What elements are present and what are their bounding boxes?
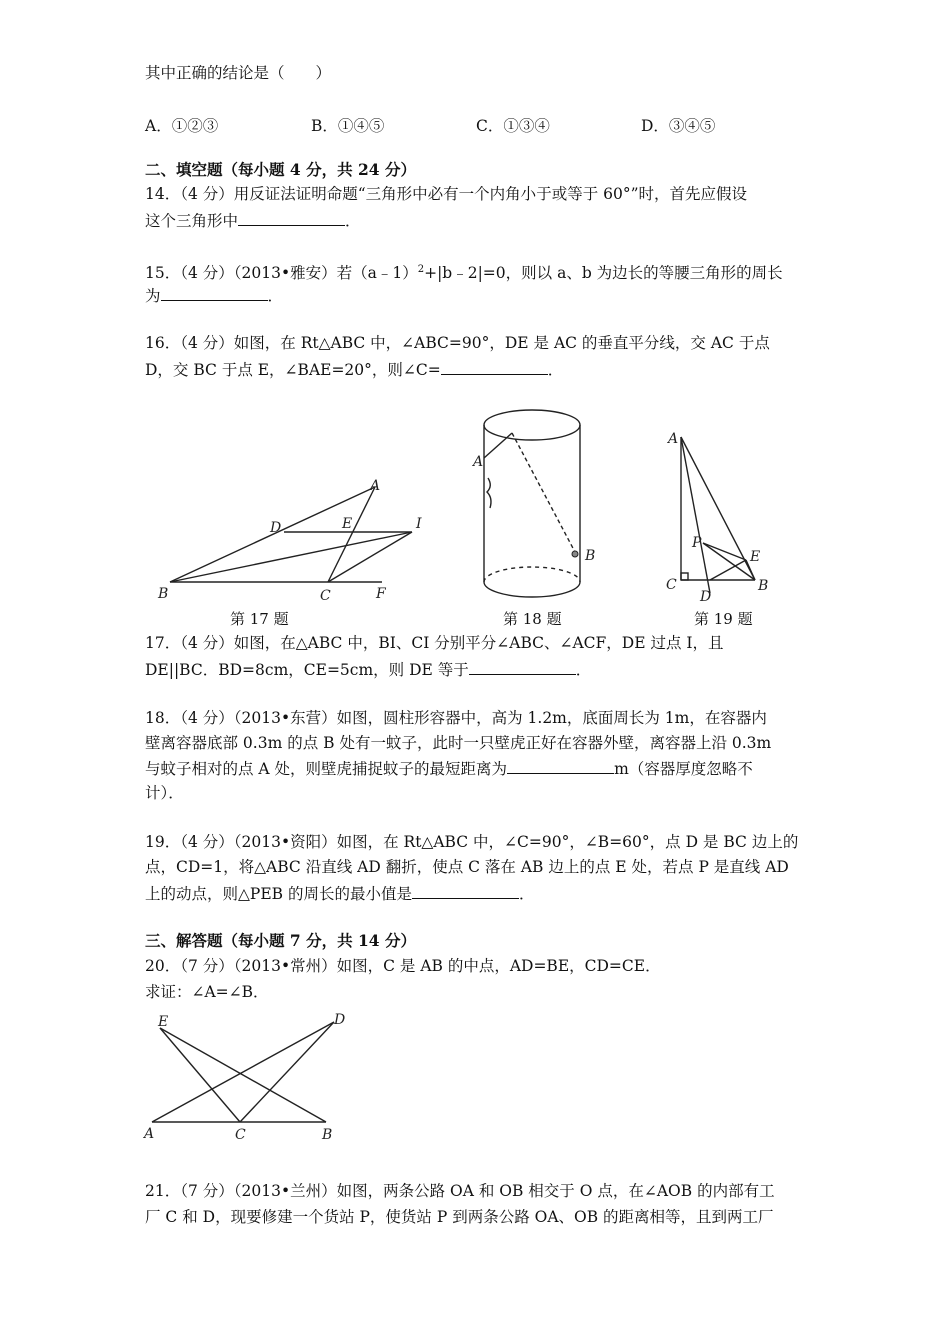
fig17-label-b: B <box>158 586 169 602</box>
q14-line2-post: ． <box>345 212 361 230</box>
fig18-caption: 第 18 题 <box>503 610 562 628</box>
fig17-label-i: I <box>416 516 422 532</box>
q20-line2: 求证：∠A=∠B． <box>145 983 269 1001</box>
fig18-bottom-back <box>484 567 580 582</box>
section3-title: 三、解答题（每小题 7 分，共 14 分） <box>145 931 416 950</box>
q17-line2-pre: DE||BC．BD=8cm，CE=5cm，则 DE 等于 <box>145 661 469 679</box>
q14-answer-blank[interactable] <box>238 210 345 226</box>
fig18-top-ellipse <box>484 410 580 440</box>
q19-line3 <box>145 883 535 904</box>
fig20-line-ad <box>152 1022 334 1122</box>
q13-option-d: D．③④⑤ <box>641 117 716 135</box>
q13-option-a: A．①②③ <box>145 117 219 135</box>
fig20-line-cd <box>240 1022 334 1122</box>
q18-line3-pre: 与蚊子相对的点 A 处，则壁虎捕捉蚊子的最短距离为 <box>145 760 508 778</box>
fig19-label-p: P <box>692 535 702 551</box>
fig17-caption: 第 17 题 <box>230 610 289 628</box>
fig18-path-solid <box>484 433 512 458</box>
fig18-path-dashed <box>512 433 575 552</box>
q14-line2-pre: 这个三角形中 <box>145 212 239 230</box>
fig20-label-c: C <box>235 1127 246 1143</box>
q16-line2 <box>145 359 563 380</box>
q21-line1: 21．（7 分）（2013•兰州）如图，两条公路 OA 和 OB 相交于 O 点，在∠AOB 的内部有工 <box>145 1182 775 1200</box>
q19-line2: 点，CD=1，将△ABC 沿直线 AD 翻折，使点 C 落在 AB 边上的点 E 处，若点 P 是直线 AD <box>145 858 789 876</box>
mosquito-icon <box>572 551 578 557</box>
q15-line2-post: ． <box>267 287 284 305</box>
q14-line1: 14．（4 分）用反证法证明命题“三角形中必有一个内角小于或等于 60°”时，首先应假设 <box>145 185 748 203</box>
q18-line1: 18．（4 分）（2013•东营）如图，圆柱形容器中，高为 1.2m，底面周长为 1m，在容器内 <box>145 709 767 727</box>
q16-line2-pre: D，交 BC 于点 E，∠BAE=20°，则∠C= <box>145 361 441 379</box>
fig18-bottom-front <box>484 582 580 597</box>
fig18-label-b: B <box>585 548 596 564</box>
q15-answer-blank[interactable] <box>161 285 268 301</box>
fig19-right-angle <box>681 573 688 580</box>
section2-title: 二、填空题（每小题 4 分，共 24 分） <box>145 160 416 179</box>
q13-tail: 其中正确的结论是（ ） <box>145 64 332 82</box>
figure-19 <box>660 425 780 605</box>
q14-line2 <box>145 210 361 231</box>
fig20-line-eb <box>160 1028 326 1122</box>
q15-line1-post: +|b﹣2|=0，则以 a、b 为边长的等腰三角形的周长 <box>424 264 783 283</box>
q13-option-c: C．①③④ <box>476 117 550 135</box>
q15-line1-pre: 15．（4 分）（2013•雅安）若（a﹣1） <box>145 264 418 283</box>
fig20-line-ec <box>160 1028 240 1122</box>
q18-line3-post: m（容器厚度忽略不 <box>614 760 753 778</box>
fig20-label-b: B <box>322 1127 333 1143</box>
q18-answer-blank[interactable] <box>507 758 614 774</box>
fig20-label-a: A <box>144 1126 155 1142</box>
q16-line2-post: ． <box>547 361 564 379</box>
q15-exponent: 2 <box>417 264 425 275</box>
q15-line2-pre: 为 <box>145 287 161 305</box>
q17-line1: 17．（4 分）如图，在△ABC 中，BI、CI 分别平分∠ABC、∠ACF，DE 过点 I，且 <box>145 634 724 652</box>
gecko-icon <box>487 478 491 508</box>
q19-line3-post: ． <box>518 885 535 903</box>
fig19-label-a: A <box>668 431 679 447</box>
fig19-label-e: E <box>750 549 761 565</box>
figure-20 <box>140 1008 360 1148</box>
q16-answer-blank[interactable] <box>441 359 548 375</box>
q19-line1: 19．（4 分）（2013•资阳）如图，在 Rt△ABC 中，∠C=90°，∠B=60°，点 D 是 BC 边上的 <box>145 833 799 851</box>
q18-line4: 计）． <box>145 784 184 802</box>
fig17-label-d: D <box>270 520 282 536</box>
figure-18 <box>465 400 605 608</box>
q17-line2 <box>145 659 591 680</box>
q19-answer-blank[interactable] <box>412 883 519 899</box>
q17-line2-post: ． <box>575 661 592 679</box>
fig18-label-a: A <box>473 454 484 470</box>
fig19-label-d: D <box>700 589 712 605</box>
figure-17 <box>150 470 440 605</box>
q18-line2: 壁离容器底部 0.3m 的点 B 处有一蚊子，此时一只壁虎正好在容器外壁，离容器上沿 0.3m <box>145 734 772 752</box>
fig20-label-e: E <box>158 1014 169 1030</box>
fig17-line-bi <box>170 532 412 582</box>
fig17-label-f: F <box>376 586 386 602</box>
fig19-caption: 第 19 题 <box>694 610 753 628</box>
q15-line2 <box>145 285 283 306</box>
q21-line2: 厂 C 和 D，现要修建一个货站 P，使货站 P 到两条公路 OA、OB 的距离相等，且到两工厂 <box>145 1208 774 1226</box>
q20-line1: 20．（7 分）（2013•常州）如图，C 是 AB 的中点，AD=BE，CD=CE． <box>145 957 661 975</box>
q17-answer-blank[interactable] <box>469 659 576 675</box>
fig17-label-e: E <box>342 516 353 532</box>
fig19-label-b: B <box>758 578 769 594</box>
fig17-label-c: C <box>320 588 331 604</box>
q13-option-b: B．①④⑤ <box>311 117 385 135</box>
q16-line1: 16．（4 分）如图，在 Rt△ABC 中，∠ABC=90°，DE 是 AC 的垂直平分线，交 AC 于点 <box>145 334 770 352</box>
fig20-label-d: D <box>334 1012 346 1028</box>
fig19-label-c: C <box>666 577 677 593</box>
q18-line3 <box>145 758 753 779</box>
q19-line3-pre: 上的动点，则△PEB 的周长的最小值是 <box>145 885 412 903</box>
fig19-line-ad <box>681 437 710 593</box>
fig17-label-a: A <box>370 478 381 494</box>
q15-line1 <box>145 260 783 283</box>
